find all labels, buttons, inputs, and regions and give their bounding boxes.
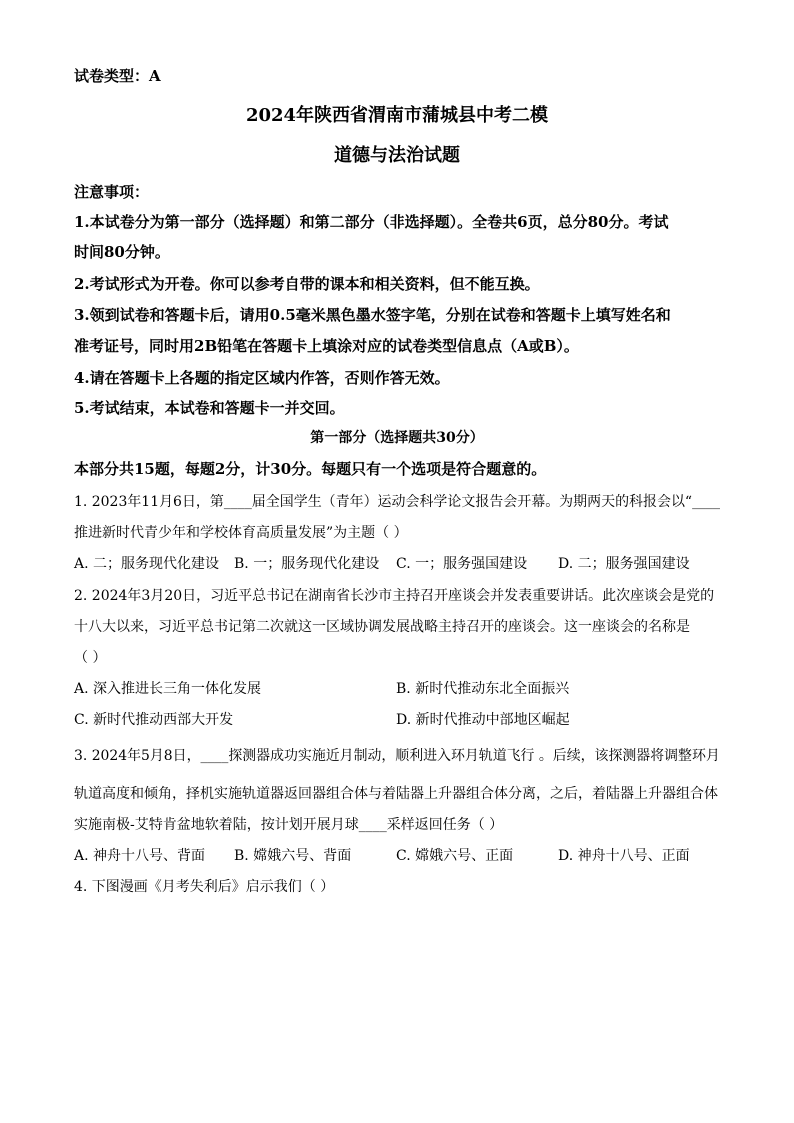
q1-stem-line-1: 1. 2023年11月6日，第____届全国学生（青年）运动会科学论文报告会开幕。为期两天的科报会以“____ bbox=[74, 494, 721, 510]
q1-option-d: D. 二；服务强国建设 bbox=[558, 556, 690, 572]
notes-heading: 注意事项： bbox=[74, 183, 150, 201]
part1-heading: 第一部分（选择题共30分） bbox=[310, 430, 484, 446]
q2-option-c: C. 新时代推动西部大开发 bbox=[74, 712, 234, 728]
note-4: 4.请在答题卡上各题的指定区域内作答，否则作答无效。 bbox=[74, 369, 450, 387]
q2-option-d: D. 新时代推动中部地区崛起 bbox=[396, 712, 570, 728]
q1-option-b: B. 一；服务现代化建设 bbox=[234, 556, 380, 572]
part1-instruction: 本部分共15题，每题2分，计30分。每题只有一个选项是符合题意的。 bbox=[74, 460, 547, 478]
q1-option-a: A. 二；服务现代化建设 bbox=[74, 556, 220, 572]
note-1-line-1: 1.本试卷分为第一部分（选择题）和第二部分（非选择题）。全卷共6页，总分80分。考试 bbox=[74, 213, 669, 231]
note-2: 2.考试形式为开卷。你可以参考自带的课本和相关资料，但不能互换。 bbox=[74, 275, 540, 293]
q2-option-a: A. 深入推进长三角一体化发展 bbox=[74, 681, 262, 697]
paper-type-label: 试卷类型：A bbox=[74, 67, 161, 85]
q2-option-b: B. 新时代推动东北全面振兴 bbox=[396, 681, 570, 697]
q2-stem-line-3: （ ） bbox=[74, 650, 107, 666]
exam-subtitle: 道德与法治试题 bbox=[334, 145, 460, 166]
q3-stem-line-1: 3. 2024年5月8日，____探测器成功实施近月制动，顺利进入环月轨道飞行 。后续，该探测器将调整环月 bbox=[74, 748, 720, 764]
q3-option-b: B. 嫦娥六号、背面 bbox=[234, 848, 352, 864]
note-1-line-2: 时间80分钟。 bbox=[74, 243, 170, 261]
q1-option-c: C. 一；服务强国建设 bbox=[396, 556, 528, 572]
note-3-line-2: 准考证号，同时用2B铅笔在答题卡上填涂对应的试卷类型信息点（A或B）。 bbox=[74, 337, 579, 355]
q3-option-d: D. 神舟十八号、正面 bbox=[558, 848, 690, 864]
q3-option-c: C. 嫦娥六号、正面 bbox=[396, 848, 514, 864]
q2-stem-line-2: 十八大以来，习近平总书记第二次就这一区域协调发展战略主持召开的座谈会。这一座谈会的名称是 bbox=[74, 619, 690, 635]
q3-option-a: A. 神舟十八号、背面 bbox=[74, 848, 206, 864]
q3-stem-line-3: 实施南极-艾特肯盆地软着陆，按计划开展月球____采样返回任务（ ） bbox=[74, 817, 504, 833]
q3-stem-line-2: 轨道高度和倾角，择机实施轨道器返回器组合体与着陆器上升器组合体分离，之后，着陆器上升器组合体 bbox=[74, 786, 718, 802]
q1-stem-line-2: 推进新时代青少年和学校体育高质量发展”为主题（ ） bbox=[74, 525, 408, 541]
note-3-line-1: 3.领到试卷和答题卡后，请用0.5毫米黑色墨水签字笔，分别在试卷和答题卡上填写姓名和 bbox=[74, 306, 671, 324]
q4-stem-line-1: 4. 下图漫画《月考失利后》启示我们（ ） bbox=[74, 879, 335, 895]
exam-title: 2024年陕西省渭南市蒲城县中考二模 bbox=[245, 105, 549, 126]
note-5: 5.考试结束，本试卷和答题卡一并交回。 bbox=[74, 399, 345, 417]
q2-stem-line-1: 2. 2024年3月20日，习近平总书记在湖南省长沙市主持召开座谈会并发表重要讲话。此次座谈会是党的 bbox=[74, 588, 715, 604]
